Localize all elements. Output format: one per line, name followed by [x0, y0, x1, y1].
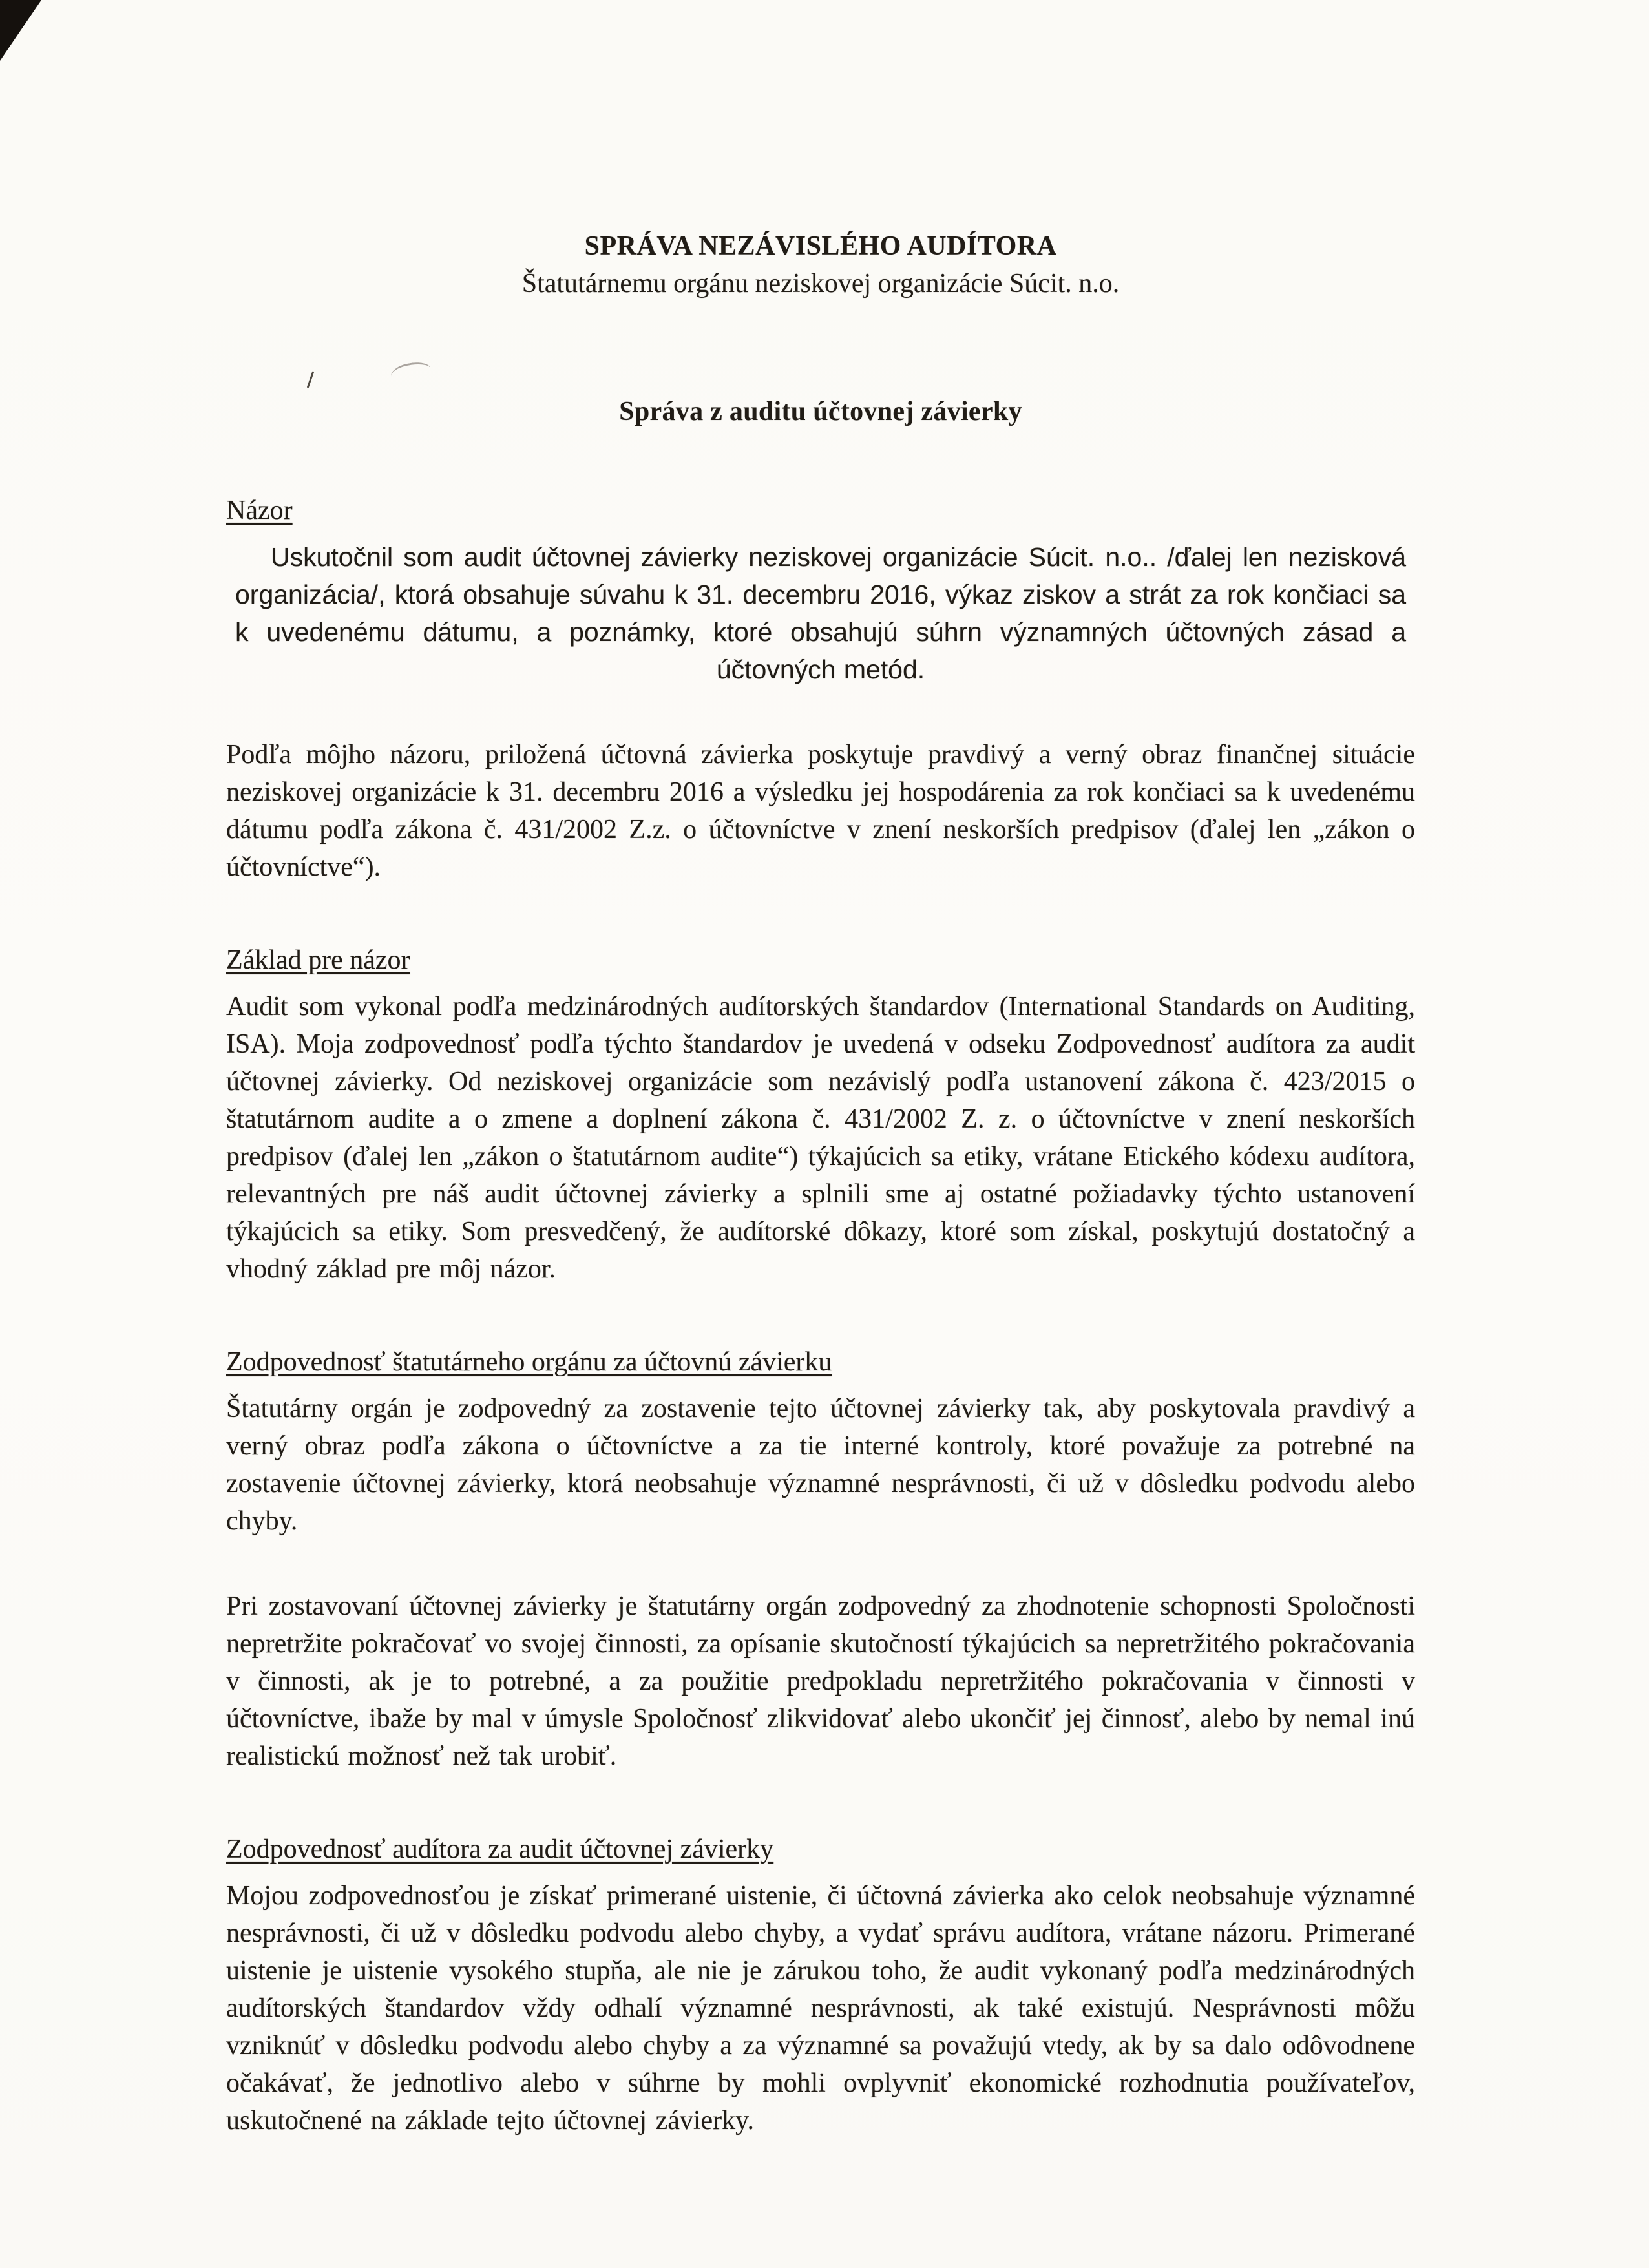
paragraph: Uskutočnil som audit účtovnej závierky neziskovej organizácie Súcit. n.o.. /ďalej len nezisková organizácia/, ktorá obsahuje súvahu k 31. decembru 2016, výkaz ziskov a strát za rok končiaci sa k uvedenému dátumu, a poznámky, ktoré obsahujú súhrn významných účtovných zásad a účtovných metód.: [235, 542, 1406, 684]
section-zaklad-pre-nazor: [226, 941, 1415, 1288]
section-heading-zodpovednost-organu: Zodpovednosť štatutárneho orgánu za účtovnú závierku: [226, 1347, 832, 1377]
section-heading-zodpovednost-auditora: Zodpovednosť audítora za audit účtovnej závierky: [226, 1834, 774, 1864]
section-zodpovednost-organu: [226, 1343, 1415, 1775]
paragraph: Mojou zodpovednosťou je získať primerané uistenie, či účtovná závierka ako celok neobsahuje významné nesprávnosti, či už v dôsledku podvodu alebo chyby, a vydať správu audítora, vrátane názoru. Primerané uistenie je uistenie vysokého stupňa, ale nie je zárukou toho, že audit vykonaný podľa medzinárodných audítorských štandardov vždy odhalí významné nesprávnosti, ak také existujú. Nesprávnosti môžu vzniknúť v dôsledku podvodu alebo chyby a za významné sa považujú vtedy, ak by sa dalo odôvodnene očakávať, že jednotlivo alebo v súhrne by mohli ovplyvniť ekonomické rozhodnutia používateľov, uskutočnené na základe tejto účtovnej závierky.: [226, 1881, 1415, 2136]
section-zodpovednost-auditora: [226, 1831, 1415, 2139]
report-heading: Správa z auditu účtovnej závierky: [619, 397, 1022, 426]
document-subtitle: Štatutárnemu orgánu neziskovej organizácie Súcit. n.o.: [521, 269, 1120, 299]
paragraph: Pri zostavovaní účtovnej závierky je štatutárny orgán zodpovedný za zhodnotenie schopnosti Spoločnosti nepretržite pokračovať vo svojej činnosti, za opísanie skutočností týkajúcich sa nepretržitého pokračovania v činnosti, ak je to potrebné, a za použitie predpokladu nepretržitého pokračovania v činnosti v účtovníctve, ibaže by mal v úmysle Spoločnosť zlikvidovať alebo ukončiť jej činnosť, alebo by nemal inú realistickú možnosť než tak urobiť.: [226, 1591, 1415, 1771]
paragraph: Štatutárny orgán je zodpovedný za zostavenie tejto účtovnej závierky tak, aby poskytovala pravdivý a verný obraz podľa zákona o účtovníctve a za tie interné kontroly, ktoré považuje za potrebné na zostavenie účtovnej závierky, ktorá neobsahuje významné nesprávnosti, či už v dôsledku podvodu alebo chyby.: [226, 1394, 1415, 1536]
section-heading-zaklad: Základ pre názor: [226, 945, 410, 975]
paragraph: Podľa môjho názoru, priložená účtovná závierka poskytuje pravdivý a verný obraz finančnej situácie neziskovej organizácie k 31. decembru 2016 a výsledku jej hospodárenia za rok končiaci sa k uvedenému dátumu podľa zákona č. 431/2002 Z.z. o účtovníctve v znení neskorších predpisov (ďalej len „zákon o účtovníctve“).: [226, 740, 1415, 882]
paragraph: Audit som vykonal podľa medzinárodných audítorských štandardov (International Standards on Auditing, ISA). Moja zodpovednosť podľa týchto štandardov je uvedená v odseku Zodpovednosť audítora za audit účtovnej závierky. Od neziskovej organizácie som nezávislý podľa ustanovení zákona č. 423/2015 o štatutárnom audite a o zmene a doplnení zákona č. 431/2002 Z. z. o účtovníctve v znení neskorších predpisov (ďalej len „zákon o štatutárnom audite“) týkajúcich sa etiky, vrátane Etického kódexu audítora, relevantných pre náš audit účtovnej závierky a splnili sme aj ostatné požiadavky týchto ustanovení týkajúcich sa etiky. Som presvedčený, že audítorské dôkazy, ktoré som získal, poskytujú dostatočný a vhodný základ pre môj názor.: [226, 992, 1415, 1284]
section-nazor: [226, 492, 1415, 886]
section-heading-nazor: Názor: [226, 496, 293, 525]
document-title: SPRÁVA NEZÁVISLÉHO AUDÍTORA: [584, 231, 1057, 261]
